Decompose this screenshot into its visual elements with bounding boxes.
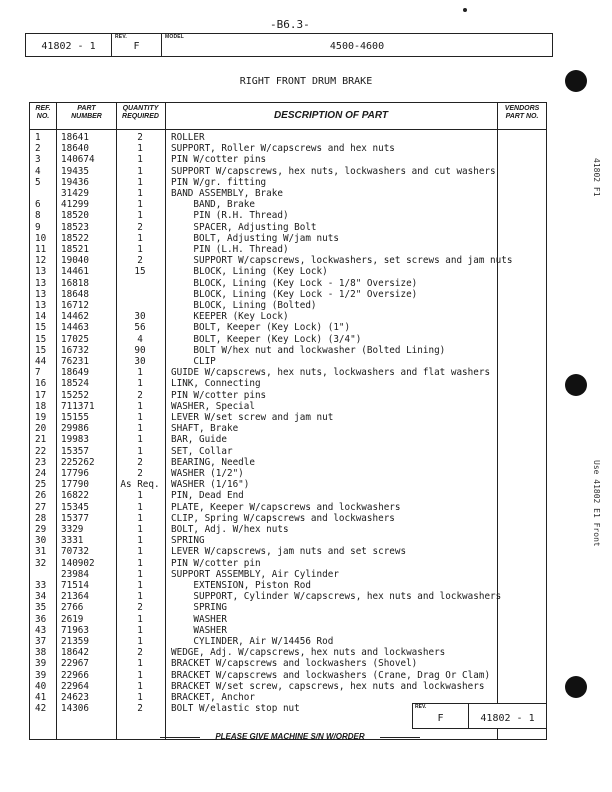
page-title: RIGHT FRONT DRUM BRAKE (239, 76, 373, 87)
row-quantity: 56 (134, 322, 146, 334)
col-header-part: PART NUMBER (71, 105, 102, 120)
row-part-number: 15155 (61, 412, 89, 423)
row-part-number: 18641 (61, 132, 89, 143)
row-ref: 15 (35, 322, 47, 334)
row-part-number: 3331 (61, 535, 84, 547)
row-quantity: 1 (137, 669, 143, 681)
row-description: PIN W/gr. fitting (171, 176, 267, 188)
row-part-number: 22966 (61, 669, 89, 681)
row-quantity: 30 (134, 311, 146, 323)
table-row (30, 412, 546, 423)
table-row (30, 569, 546, 580)
row-part-number: 18648 (61, 288, 89, 300)
row-ref: 38 (35, 647, 47, 659)
row-ref: 35 (35, 602, 47, 614)
header-doc-number: 41802 - 1 (41, 41, 96, 52)
row-part-number: 16732 (61, 344, 89, 356)
row-ref: 37 (35, 636, 47, 647)
row-quantity: 1 (137, 624, 143, 636)
row-description: BLOCK, Lining (Key Lock - 1/2" Oversize) (171, 288, 418, 300)
table-row (30, 199, 546, 210)
row-ref: 22 (35, 445, 47, 457)
row-description: BOLT, Adjusting W/jam nuts (171, 232, 339, 244)
row-quantity: 1 (137, 199, 143, 211)
row-description: BRACKET, Anchor (171, 692, 255, 703)
row-quantity: 1 (137, 378, 143, 390)
row-description: SUPPORT, Roller W/capscrews and hex nuts (171, 143, 395, 155)
table-row (30, 166, 546, 177)
table-row (30, 457, 546, 468)
table-row (30, 591, 546, 602)
header-rev-cell (112, 34, 162, 56)
col-header-desc: DESCRIPTION OF PART (273, 110, 389, 121)
footer-rev-label: REV. (415, 704, 427, 710)
row-ref: 21 (35, 434, 47, 446)
row-description: SUPPORT ASSEMBLY, Air Cylinder (171, 568, 339, 580)
row-quantity: 1 (137, 557, 143, 569)
header-model-cell (162, 34, 552, 56)
col-header-vendor: VENDORS PART NO. (504, 105, 540, 120)
footer-note: PLEASE GIVE MACHINE S/N W/ORDER (215, 732, 365, 741)
row-part-number: 14463 (61, 322, 89, 334)
row-description: SUPPORT W/capscrews, lockwashers, set screws and jam nuts (171, 255, 513, 267)
table-row (30, 558, 546, 569)
row-part-number: 2619 (61, 613, 84, 625)
row-part-number: 18649 (61, 367, 89, 379)
row-description: BRACKET W/capscrews and lockwashers (Shovel) (171, 658, 418, 670)
table-row (30, 614, 546, 625)
row-ref: 13 (35, 288, 47, 300)
row-quantity: 1 (137, 423, 143, 435)
row-quantity: 1 (137, 658, 143, 670)
row-quantity: 1 (137, 490, 143, 502)
row-part-number: 18524 (61, 378, 89, 390)
row-ref: 44 (35, 356, 47, 367)
speck-mark (463, 8, 467, 12)
table-row (30, 658, 546, 669)
table-row (30, 647, 546, 658)
row-description: SUPPORT W/capscrews, hex nuts, lockwashers and cut washers (171, 165, 496, 177)
row-description: ROLLER (171, 132, 205, 143)
row-part-number: 15357 (61, 445, 89, 457)
row-description: BAND ASSEMBLY, Brake (171, 188, 283, 199)
table-row (30, 233, 546, 244)
header-doc-cell (26, 34, 112, 56)
table-row (30, 513, 546, 524)
table-row (30, 524, 546, 535)
table-row (30, 401, 546, 412)
row-ref: 7 (35, 367, 41, 379)
row-ref: 42 (35, 703, 47, 715)
row-quantity: 1 (137, 210, 143, 222)
row-description: WASHER (171, 613, 227, 625)
row-ref: 36 (35, 613, 47, 625)
row-description: KEEPER (Key Lock) (171, 311, 289, 323)
row-description: CLIP (171, 356, 216, 367)
row-part-number: 71963 (61, 624, 89, 636)
table-row (30, 244, 546, 255)
row-quantity: 1 (137, 143, 143, 155)
row-description: PLATE, Keeper W/capscrews and lockwashers (171, 501, 401, 513)
row-description: BOLT, Keeper (Key Lock) (1") (171, 322, 351, 334)
row-ref: 20 (35, 423, 47, 435)
row-ref: 31 (35, 546, 47, 558)
row-ref: 25 (35, 479, 47, 491)
table-row (30, 266, 546, 277)
table-row (30, 222, 546, 233)
row-ref: 40 (35, 680, 47, 692)
side-note-middle: Use 41802 E1 Front (592, 460, 601, 547)
table-row (30, 670, 546, 681)
row-part-number: 3329 (61, 524, 84, 535)
row-description: PIN W/cotter pins (171, 154, 267, 166)
row-part-number: 71514 (61, 580, 89, 591)
row-ref: 39 (35, 669, 47, 681)
table-row (30, 446, 546, 457)
row-quantity: 1 (137, 546, 143, 558)
table-row (30, 479, 546, 490)
table-row (30, 681, 546, 692)
row-quantity: 90 (134, 344, 146, 356)
table-row (30, 602, 546, 613)
table-row (30, 625, 546, 636)
row-quantity: 1 (137, 636, 143, 647)
row-part-number: 22964 (61, 680, 89, 692)
header-model-label: MODEL (165, 34, 185, 40)
table-row (30, 434, 546, 445)
table-row (30, 322, 546, 333)
header-box (25, 33, 553, 57)
row-part-number: 15252 (61, 389, 89, 401)
row-description: PIN (L.H. Thread) (171, 244, 289, 255)
table-row (30, 378, 546, 389)
row-ref: 12 (35, 255, 47, 267)
row-quantity: 2 (137, 468, 143, 479)
row-part-number: 21364 (61, 591, 89, 603)
row-description: EXTENSION, Piston Rod (171, 580, 311, 591)
row-quantity: 1 (137, 680, 143, 692)
row-part-number: 16822 (61, 490, 89, 502)
binder-hole-bottom (565, 676, 587, 698)
row-part-number: 15345 (61, 501, 89, 513)
table-row (30, 356, 546, 367)
row-quantity: 2 (137, 132, 143, 143)
row-ref: 16 (35, 378, 47, 390)
table-row (30, 345, 546, 356)
row-part-number: 14462 (61, 311, 89, 323)
footer-doc-number: 41802 - 1 (480, 713, 535, 724)
row-quantity: 1 (137, 692, 143, 703)
row-quantity: 1 (137, 367, 143, 379)
table-row (30, 278, 546, 289)
row-quantity: 1 (137, 580, 143, 591)
row-ref: 4 (35, 165, 41, 177)
row-quantity: 1 (137, 165, 143, 177)
row-ref: 18 (35, 400, 47, 412)
row-part-number: 19435 (61, 165, 89, 177)
row-part-number: 17796 (61, 468, 89, 479)
footer-rev: F (437, 713, 444, 724)
row-part-number: 17790 (61, 479, 89, 491)
row-part-number: 22967 (61, 658, 89, 670)
row-part-number: 140902 (61, 557, 95, 569)
table-row (30, 132, 546, 143)
row-description: PIN (R.H. Thread) (171, 210, 289, 222)
row-description: BOLT W/hex nut and lockwasher (Bolted Lining) (171, 344, 446, 356)
header-divider (30, 129, 546, 130)
row-description: BLOCK, Lining (Bolted) (171, 300, 317, 311)
row-part-number: 76231 (61, 356, 89, 367)
row-quantity: 1 (137, 512, 143, 524)
row-ref: 30 (35, 535, 47, 547)
row-description: LEVER W/set screw and jam nut (171, 412, 334, 423)
row-part-number: 14461 (61, 266, 89, 278)
row-quantity: 1 (137, 445, 143, 457)
row-part-number: 17025 (61, 333, 89, 345)
row-description: PIN, Dead End (171, 490, 244, 502)
row-ref: 24 (35, 468, 47, 479)
row-part-number: 19040 (61, 255, 89, 267)
row-part-number: 19983 (61, 434, 89, 446)
row-part-number: 21359 (61, 636, 89, 647)
table-row (30, 546, 546, 557)
row-ref: 43 (35, 624, 47, 636)
row-quantity: 1 (137, 501, 143, 513)
row-description: BOLT, Keeper (Key Lock) (3/4") (171, 333, 362, 345)
row-description: BAND, Brake (171, 199, 255, 211)
row-description: BEARING, Needle (171, 456, 255, 468)
row-part-number: 2766 (61, 602, 84, 614)
row-quantity: 1 (137, 412, 143, 423)
row-quantity: 1 (137, 232, 143, 244)
row-ref: 19 (35, 412, 47, 423)
row-description: BOLT, Adj. W/hex nuts (171, 524, 289, 535)
row-ref: 13 (35, 266, 47, 278)
row-ref: 2 (35, 143, 41, 155)
row-description: LINK, Connecting (171, 378, 261, 390)
row-description: SUPPORT, Cylinder W/capscrews, hex nuts and lockwashers (171, 591, 502, 603)
row-quantity: 1 (137, 176, 143, 188)
row-ref: 39 (35, 658, 47, 670)
row-part-number: 29986 (61, 423, 89, 435)
row-quantity: 1 (137, 154, 143, 166)
row-quantity: 2 (137, 456, 143, 468)
row-part-number: 711371 (61, 400, 95, 412)
row-part-number: 18521 (61, 244, 89, 255)
row-description: WASHER (1/16") (171, 479, 250, 491)
row-description: BAR, Guide (171, 434, 227, 446)
table-row (30, 490, 546, 501)
table-row (30, 423, 546, 434)
row-description: LEVER W/capscrews, jam nuts and set screws (171, 546, 407, 558)
row-ref: 3 (35, 154, 41, 166)
row-description: PIN W/cotter pin (171, 557, 261, 569)
row-description: CYLINDER, Air W/14456 Rod (171, 636, 334, 647)
row-part-number: 18523 (61, 221, 89, 233)
row-ref: 41 (35, 692, 47, 703)
row-description: BRACKET W/capscrews and lockwashers (Crane, Drag Or Clam) (171, 669, 491, 681)
row-ref: 5 (35, 176, 41, 188)
col-header-qty: QUANTITY REQUIRED (122, 105, 159, 120)
table-row (30, 390, 546, 401)
row-ref: 27 (35, 501, 47, 513)
row-ref: 34 (35, 591, 47, 603)
row-part-number: 225262 (61, 456, 95, 468)
table-row (30, 154, 546, 165)
row-ref: 23 (35, 456, 47, 468)
row-ref: 6 (35, 199, 41, 211)
parts-table (29, 102, 547, 740)
col-header-ref: REF. NO. (35, 105, 51, 120)
row-part-number: 41299 (61, 199, 89, 211)
row-description: SPRING (171, 602, 227, 614)
row-description: BLOCK, Lining (Key Lock - 1/8" Oversize) (171, 277, 418, 289)
row-quantity: 2 (137, 602, 143, 614)
table-row (30, 300, 546, 311)
row-description: SET, Collar (171, 445, 233, 457)
row-description: BLOCK, Lining (Key Lock) (171, 266, 328, 278)
header-rev-label: REV. (115, 34, 128, 40)
row-quantity: As Req. (120, 479, 160, 491)
row-ref: 32 (35, 557, 47, 569)
table-row (30, 289, 546, 300)
row-ref: 8 (35, 210, 41, 222)
row-quantity: 1 (137, 568, 143, 580)
row-quantity: 1 (137, 244, 143, 255)
row-quantity: 2 (137, 255, 143, 267)
row-description: WASHER, Special (171, 400, 255, 412)
row-quantity: 2 (137, 647, 143, 659)
row-quantity: 1 (137, 535, 143, 547)
row-description: BOLT W/elastic stop nut (171, 703, 300, 715)
row-part-number: 140674 (61, 154, 95, 166)
table-row (30, 334, 546, 345)
row-description: CLIP, Spring W/capscrews and lockwashers (171, 512, 395, 524)
table-row (30, 188, 546, 199)
header-rev: F (133, 41, 140, 52)
row-description: SPACER, Adjusting Bolt (171, 221, 317, 233)
row-quantity: 1 (137, 434, 143, 446)
row-description: SHAFT, Brake (171, 423, 239, 435)
row-ref: 15 (35, 333, 47, 345)
row-quantity: 1 (137, 188, 143, 199)
table-row (30, 692, 546, 703)
row-part-number: 23984 (61, 568, 89, 580)
page-number: -B6.3- (270, 18, 310, 31)
row-quantity: 1 (137, 613, 143, 625)
row-description: WEDGE, Adj. W/capscrews, hex nuts and lockwashers (171, 647, 446, 659)
table-row (30, 535, 546, 546)
row-ref: 15 (35, 344, 47, 356)
row-quantity: 4 (137, 333, 143, 345)
header-model: 4500-4600 (329, 41, 385, 52)
row-part-number: 24623 (61, 692, 89, 703)
row-part-number: 18522 (61, 232, 89, 244)
row-part-number: 19436 (61, 176, 89, 188)
table-row (30, 580, 546, 591)
row-ref: 13 (35, 277, 47, 289)
row-part-number: 18642 (61, 647, 89, 659)
table-row (30, 311, 546, 322)
row-ref: 14 (35, 311, 47, 323)
row-part-number: 31429 (61, 188, 89, 199)
row-description: BRACKET W/set screw, capscrews, hex nuts and lockwashers (171, 680, 485, 692)
row-ref: 10 (35, 232, 47, 244)
table-row (30, 177, 546, 188)
row-description: SPRING (171, 535, 205, 547)
row-part-number: 70732 (61, 546, 89, 558)
row-part-number: 14306 (61, 703, 89, 715)
row-quantity: 2 (137, 221, 143, 233)
side-note-top: 41802 F1 (592, 158, 601, 197)
row-quantity: 30 (134, 356, 146, 367)
row-ref: 33 (35, 580, 47, 591)
row-description: WASHER (1/2") (171, 468, 244, 479)
row-ref: 28 (35, 512, 47, 524)
row-part-number: 18640 (61, 143, 89, 155)
row-ref: 9 (35, 221, 41, 233)
table-row (30, 468, 546, 479)
row-ref: 11 (35, 244, 47, 255)
footer-box (412, 703, 547, 729)
row-ref: 17 (35, 389, 47, 401)
row-part-number: 16818 (61, 277, 89, 289)
table-row (30, 210, 546, 221)
row-ref: 29 (35, 524, 47, 535)
row-ref: 13 (35, 300, 47, 311)
row-part-number: 18520 (61, 210, 89, 222)
row-description: WASHER (171, 624, 227, 636)
row-quantity: 15 (134, 266, 146, 278)
row-part-number: 16712 (61, 300, 89, 311)
row-description: PIN W/cotter pins (171, 389, 267, 401)
binder-hole-top (565, 70, 587, 92)
row-quantity: 1 (137, 400, 143, 412)
table-row (30, 367, 546, 378)
table-row (30, 255, 546, 266)
row-quantity: 1 (137, 591, 143, 603)
row-ref: 1 (35, 132, 41, 143)
row-ref: 26 (35, 490, 47, 502)
row-quantity: 2 (137, 389, 143, 401)
row-quantity: 1 (137, 524, 143, 535)
table-row (30, 502, 546, 513)
table-row (30, 636, 546, 647)
table-row (30, 143, 546, 154)
row-part-number: 15377 (61, 512, 89, 524)
binder-hole-middle (565, 374, 587, 396)
row-quantity: 2 (137, 703, 143, 715)
row-description: GUIDE W/capscrews, hex nuts, lockwashers and flat washers (171, 367, 491, 379)
